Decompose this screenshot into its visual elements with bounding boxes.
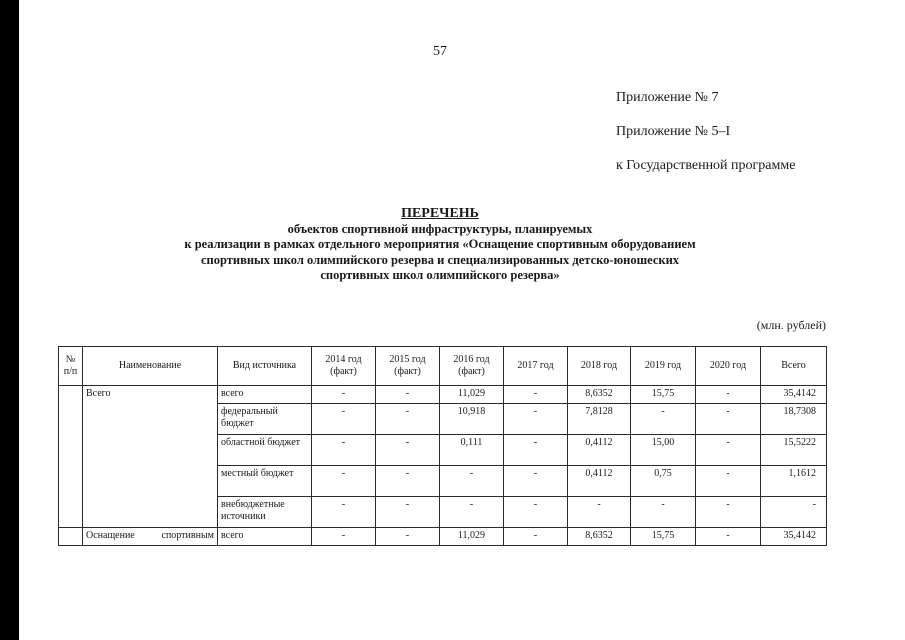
cell-2015: - [376, 528, 440, 546]
appendix-line-3: к Государственной программе [616, 158, 796, 173]
units-label: (млн. рублей) [756, 318, 826, 332]
cell-2020: - [696, 528, 761, 546]
cell-source: местный бюджет [218, 466, 312, 497]
cell-2018: 8,6352 [568, 528, 631, 546]
cell-2019: - [631, 497, 696, 528]
header-2014: 2014 год (факт) [312, 347, 376, 386]
cell-2019: 15,75 [631, 528, 696, 546]
cell-2014: - [312, 497, 376, 528]
cell-2020: - [696, 386, 761, 404]
cell-total: 18,7308 [761, 404, 827, 435]
cell-source: внебюджетные источники [218, 497, 312, 528]
header-2015: 2015 год (факт) [376, 347, 440, 386]
cell-2016: 0,111 [440, 435, 504, 466]
cell-2016: - [440, 466, 504, 497]
header-num: № п/п [59, 347, 83, 386]
table-row [59, 386, 827, 404]
cell-2014: - [312, 466, 376, 497]
appendix-line-2: Приложение № 5–I [616, 124, 731, 139]
cell-2019: - [631, 404, 696, 435]
header-2020: 2020 год [696, 347, 761, 386]
appendix-line-1: Приложение № 7 [616, 90, 719, 105]
row-num-cell [59, 386, 83, 528]
cell-2016: 11,029 [440, 528, 504, 546]
title-line-4: спортивных школ олимпийского резерва» [320, 268, 560, 282]
cell-2020: - [696, 497, 761, 528]
cell-2017: - [504, 466, 568, 497]
header-total: Всего [761, 347, 827, 386]
cell-2015: - [376, 435, 440, 466]
header-2017: 2017 год [504, 347, 568, 386]
cell-2019: 0,75 [631, 466, 696, 497]
title-line-2: к реализации в рамках отдельного мероприятия «Оснащение спортивным оборудованием [184, 237, 696, 251]
title-line-1: объектов спортивной инфраструктуры, планируемых [287, 221, 593, 236]
cell-source: федеральный бюджет [218, 404, 312, 435]
cell-2016: 11,029 [440, 386, 504, 404]
cell-source: всего [218, 528, 312, 546]
row-name-equipment [83, 528, 218, 546]
cell-2015: - [376, 404, 440, 435]
header-source: Вид источника [218, 347, 312, 386]
row-num-cell [59, 528, 83, 546]
cell-2015: - [376, 386, 440, 404]
cell-2015: - [376, 497, 440, 528]
document-title [60, 206, 820, 284]
cell-2014: - [312, 386, 376, 404]
cell-2017: - [504, 386, 568, 404]
cell-total: 1,1612 [761, 466, 827, 497]
cell-2015: - [376, 466, 440, 497]
cell-2017: - [504, 528, 568, 546]
cell-2019: 15,00 [631, 435, 696, 466]
header-2016: 2016 год (факт) [440, 347, 504, 386]
cell-2017: - [504, 435, 568, 466]
header-name: Наименование [83, 347, 218, 386]
title-line-3: спортивных школ олимпийского резерва и специализированных детско-юношеских [200, 252, 680, 267]
cell-2016: - [440, 497, 504, 528]
cell-2014: - [312, 528, 376, 546]
row-name-part-2: спортивным [161, 530, 214, 541]
cell-total: - [761, 497, 827, 528]
cell-2017: - [504, 497, 568, 528]
cell-2020: - [696, 466, 761, 497]
objects-table [58, 346, 827, 546]
cell-source: всего [218, 386, 312, 404]
cell-2018: 0,4112 [568, 435, 631, 466]
cell-2014: - [312, 435, 376, 466]
header-2019: 2019 год [631, 347, 696, 386]
cell-2019: 15,75 [631, 386, 696, 404]
title-heading: ПЕРЕЧЕНЬ [401, 206, 479, 221]
cell-2014: - [312, 404, 376, 435]
page-number: 57 [433, 44, 447, 59]
cell-2020: - [696, 435, 761, 466]
table-row [59, 528, 827, 546]
cell-2018: 8,6352 [568, 386, 631, 404]
table-header-row [59, 347, 827, 386]
cell-2016: 10,918 [440, 404, 504, 435]
header-2018: 2018 год [568, 347, 631, 386]
row-name-total: Всего [83, 386, 218, 528]
cell-2018: - [568, 497, 631, 528]
cell-source: областной бюджет [218, 435, 312, 466]
cell-2020: - [696, 404, 761, 435]
cell-total: 15,5222 [761, 435, 827, 466]
cell-2018: 0,4112 [568, 466, 631, 497]
cell-2018: 7,8128 [568, 404, 631, 435]
row-name-part-1: Оснащение [86, 530, 135, 541]
scan-edge-shadow [0, 0, 19, 640]
cell-2017: - [504, 404, 568, 435]
cell-total: 35,4142 [761, 386, 827, 404]
cell-total: 35,4142 [761, 528, 827, 546]
